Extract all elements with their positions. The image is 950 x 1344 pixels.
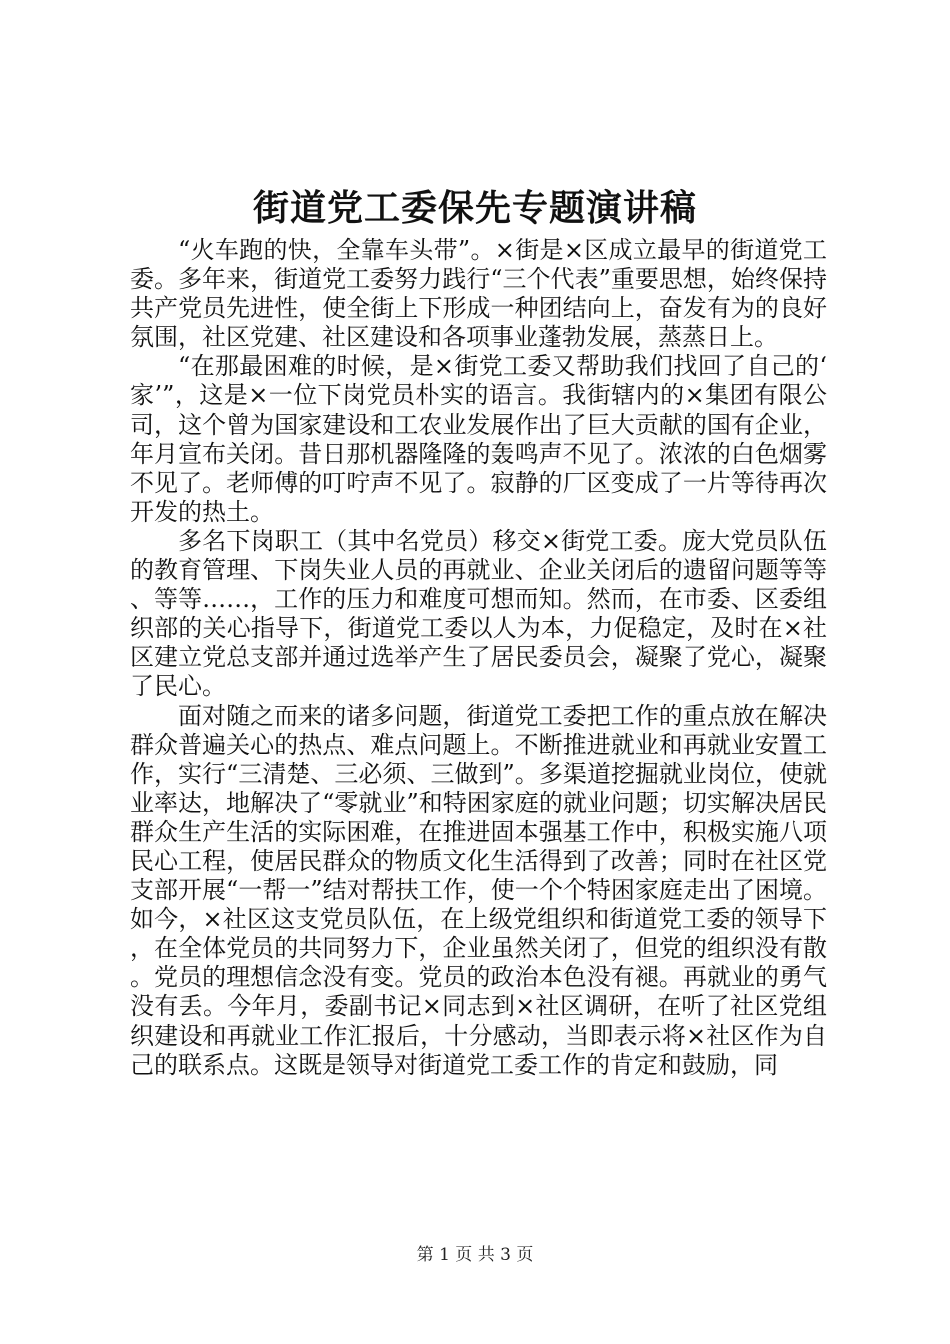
paragraph-1: “火车跑的快，全靠车头带”。×街是×区成立最早的街道党工委。多年来，街道党工委努力践行“三个代表”重要思想，始终保持共产党员先进性，使全街上下形成一种团结向上，奋发有为的良好氛围，社区党建、社区建设和各项事业蓬勃发展，蒸蒸日上。: [130, 236, 827, 352]
page-number-footer: 第 1 页 共 3 页: [416, 1245, 534, 1265]
paragraph-2: “在那最困难的时候，是×街党工委又帮助我们找回了自己的‘家’”，这是×一位下岗党员朴实的语言。我街辖内的×集团有限公司，这个曾为国家建设和工农业发展作出了巨大贡献的国有企业，年月宣布关闭。昔日那机器隆隆的轰鸣声不见了。浓浓的白色烟雾不见了。老师傅的叮咛声不见了。寂静的厂区变成了一片等待再次开发的热土。: [130, 352, 827, 526]
document-body: [130, 236, 827, 1080]
document-title: 街道党工委保先专题演讲稿: [252, 187, 697, 229]
paragraph-4: 面对随之而来的诸多问题，街道党工委把工作的重点放在解决群众普遍关心的热点、难点问题上。不断推进就业和再就业安置工作，实行“三清楚、三必须、三做到”。多渠道挖掘就业岗位，使就业率达，地解决了“零就业”和特困家庭的就业问题；切实解决居民群众生产生活的实际困难，在推进固本强基工作中，积极实施八项民心工程，使居民群众的物质文化生活得到了改善；同时在社区党支部开展“一帮一”结对帮扶工作，使一个个特困家庭走出了困境。如今，×社区这支党员队伍，在上级党组织和街道党工委的领导下，在全体党员的共同努力下，企业虽然关闭了，但党的组织没有散。党员的理想信念没有变。党员的政治本色没有褪。再就业的勇气没有丢。今年月，委副书记×同志到×社区调研，在听了社区党组织建设和再就业工作汇报后，十分感动，当即表示将×社区作为自己的联系点。这既是领导对街道党工委工作的肯定和鼓励，同: [130, 701, 827, 1079]
paragraph-3: 多名下岗职工（其中名党员）移交×街党工委。庞大党员队伍的教育管理、下岗失业人员的再就业、企业关闭后的遗留问题等等、等等……，工作的压力和难度可想而知。然而，在市委、区委组织部的关心指导下，街道党工委以人为本，力促稳定，及时在×社区建立党总支部并通过选举产生了居民委员会，凝聚了党心，凝聚了民心。: [130, 526, 827, 701]
